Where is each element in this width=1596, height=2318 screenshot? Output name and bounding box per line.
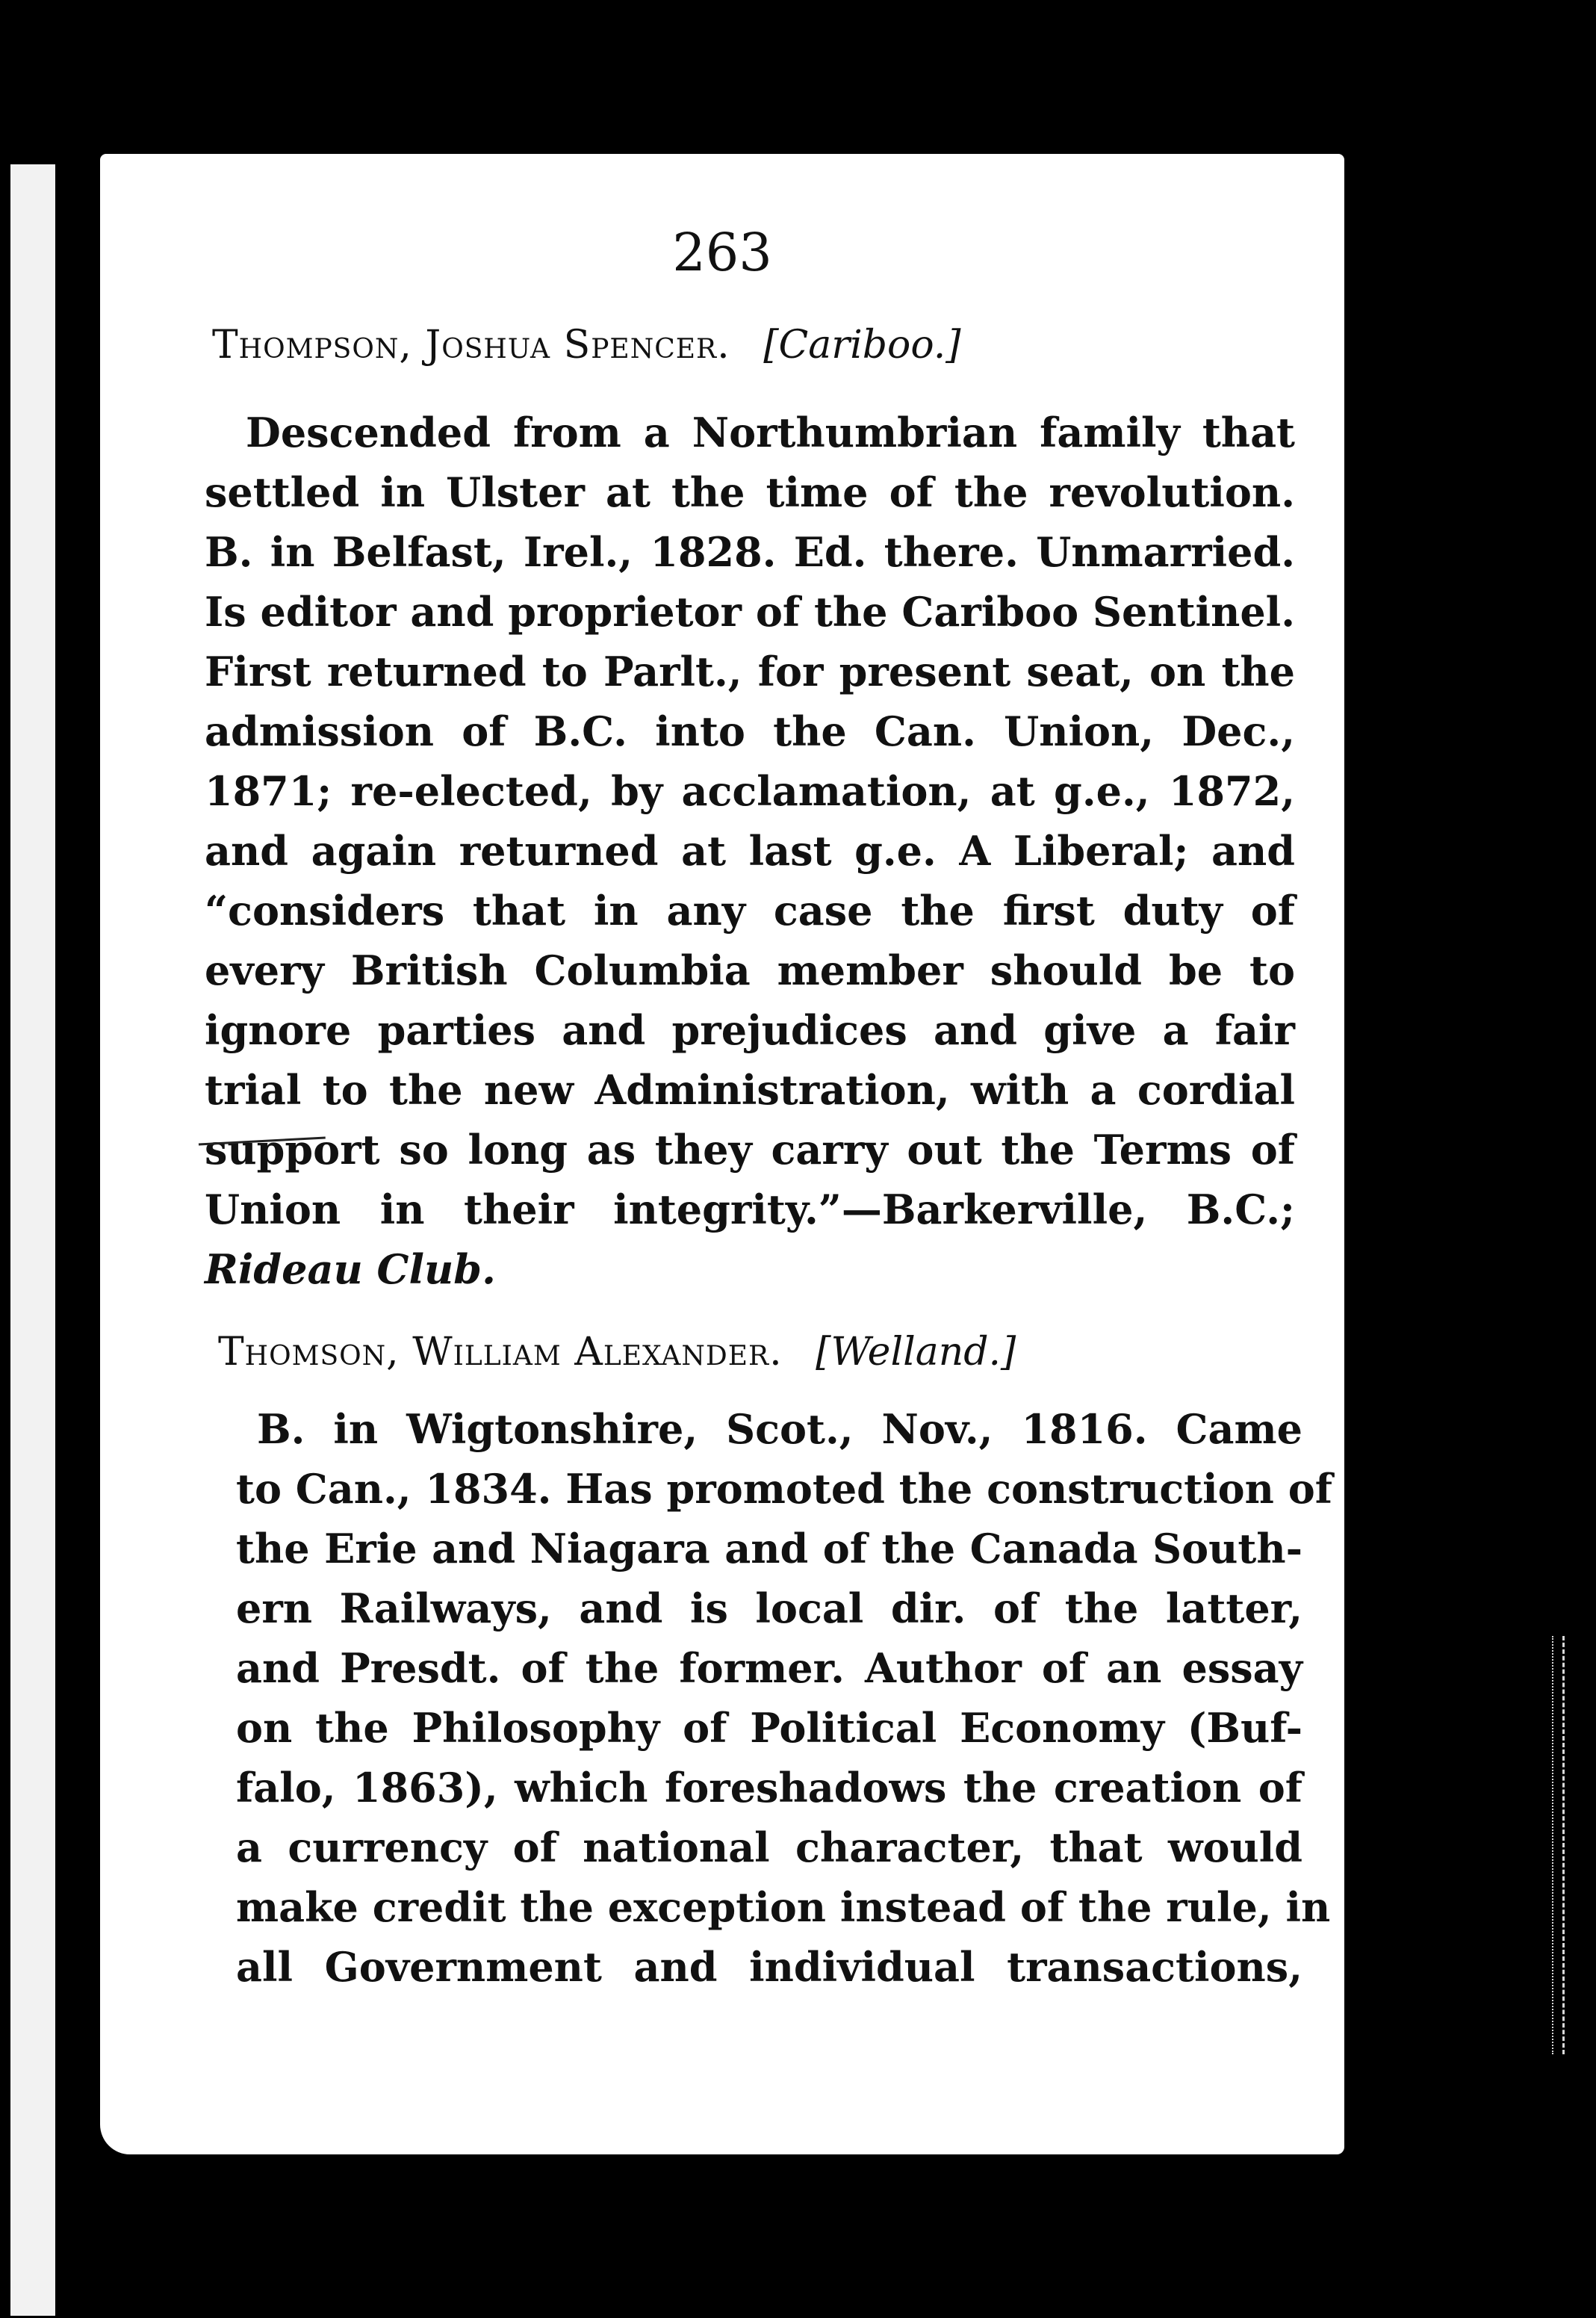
entry-heading [218, 1328, 1016, 1376]
text-line: Rideau Club. [205, 1245, 496, 1293]
text-line: on the Philosophy of Political Economy (Buf- [236, 1704, 1302, 1752]
text-line: ern Railways, and is local dir. of the latter, [236, 1584, 1302, 1632]
entry-constituency: [Welland.] [816, 1330, 1016, 1375]
book-page [100, 154, 1344, 2154]
text-line: Union in their integrity.”—Barkerville, B.C.; [205, 1186, 1295, 1233]
text-line: B. in Wigtonshire, Scot., Nov., 1816. Came [257, 1405, 1302, 1453]
text-line: and again returned at last g.e. A Liberal; and [205, 827, 1295, 875]
page-number: 263 [672, 222, 772, 283]
text-line: every British Columbia member should be to [205, 946, 1295, 994]
text-line: all Government and individual transactions, [236, 1943, 1302, 1991]
text-line: a currency of national character, that would [236, 1823, 1302, 1871]
text-line: First returned to Parlt., for present seat, on the [205, 648, 1295, 695]
text-line: 1871; re-elected, by acclamation, at g.e., 1872, [205, 767, 1295, 815]
text-line: and Presdt. of the former. Author of an essay [236, 1644, 1302, 1692]
text-line: support so long as they carry out the Terms of [205, 1126, 1295, 1174]
text-line: B. in Belfast, Irel., 1828. Ed. there. Unmarried. [205, 528, 1295, 576]
text-line: Is editor and proprietor of the Cariboo Sentinel. [205, 588, 1295, 636]
text-line: Descended from a Northumbrian family that [246, 409, 1295, 456]
text-line: the Erie and Niagara and of the Canada South- [236, 1525, 1302, 1572]
text-line: ignore parties and prejudices and give a fair [205, 1006, 1295, 1054]
text-line: make credit the exception instead of the rule, in [236, 1883, 1331, 1931]
text-line: settled in Ulster at the time of the revolution. [205, 468, 1295, 516]
page-edge-strip [10, 164, 55, 2316]
text-line: trial to the new Administration, with a cordial [205, 1066, 1295, 1114]
text-line: to Can., 1834. Has promoted the construction of [236, 1465, 1332, 1513]
entry-heading [212, 321, 961, 369]
text-line: admission of B.C. into the Can. Union, Dec., [205, 707, 1295, 755]
text-line: falo, 1863), which foreshadows the creation of [236, 1764, 1302, 1812]
entry-name: Thomson, William Alexander. [218, 1330, 783, 1375]
text-line: “considers that in any case the first duty of [205, 887, 1295, 935]
entry-name: Thompson, Joshua Spencer. [212, 323, 730, 368]
scan-edge-speckle [1552, 1636, 1565, 2054]
entry-constituency: [Cariboo.] [763, 323, 961, 368]
